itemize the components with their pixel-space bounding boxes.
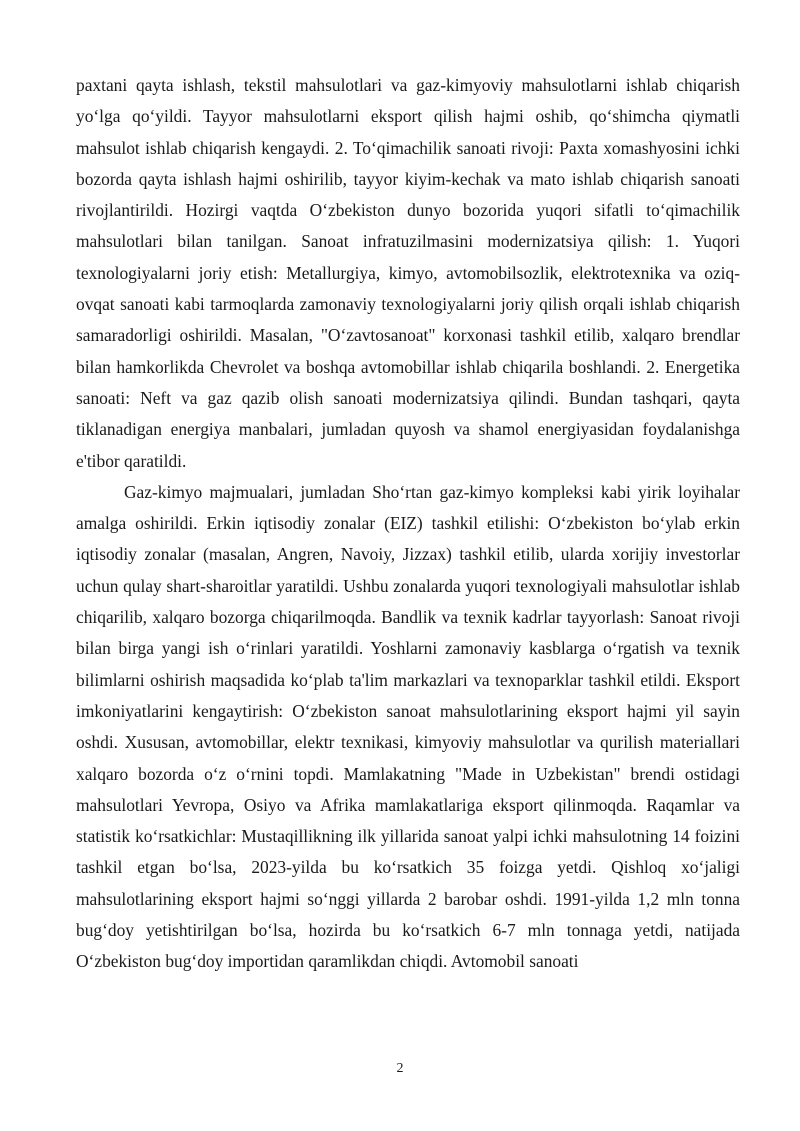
paragraph-gas-chemical: Gaz-kimyo majmualari, jumladan Sho‘rtan gaz-kimyo kompleksi kabi yirik loyihalar amalga oshirildi. Erkin iqtisodiy zonalar (EIZ) tashkil etilishi: O‘zbekiston bo‘ylab erkin iqtisodiy zonalar (masalan, Angren, Navoiy, Jizzax) tashkil etilib, ularda xorijiy investorlar uchun qulay shart-sharoitlar yaratildi. Ushbu zonalarda yuqori texnologiyali mahsulotlar ishlab chiqarilib, xalqaro bozorga chiqarilmoqda. Bandlik va texnik kadrlar tayyorlash: Sanoat rivoji bilan birga yangi ish o‘rinlari yaratildi. Yoshlarni zamonaviy kasblarga o‘rgatish va texnik bilimlarni oshirish maqsadida ko‘plab ta'lim markazlari va texnoparklar tashkil etildi. Eksport imkoniyatlarini kengaytirish: O‘zbekiston sanoat mahsulotlarining eksport hajmi yil sayin oshdi. Xususan, avtomobillar, elektr texnikasi, kimyoviy mahsulotlar va qurilish materiallari xalqaro bozorda o‘z o‘rnini topdi. Mamlakatning "Made in Uzbekistan" brendi ostidagi mahsulotlari Yevropa, Osiyo va Afrika mamlakatlariga eksport qilinmoqda. Raqamlar va statistik ko‘rsatkichlar: Mustaqillikning ilk yillarida sanoat yalpi ichki mahsulotning 14 foizini tashkil etgan bo‘lsa, 2023-yilda bu ko‘rsatkich 35 foizga yetdi. Qishloq xo‘jaligi mahsulotlarining eksport hajmi so‘nggi yillarda 2 barobar oshdi. 1991-yilda 1,2 mln tonna bug‘doy yetishtirilgan bo‘lsa, hozirda bu ko‘rsatkich 6-7 mln tonnaga yetdi, natijada O‘zbekiston bug‘doy importidan qaramlikdan chiqdi. Avtomobil sanoati [76,481,740,972]
paragraph-continuation: paxtani qayta ishlash, tekstil mahsulotlari va gaz-kimyoviy mahsulotlarni ishlab chiqarish yo‘lga qo‘yildi. Tayyor mahsulotlarni eksport qilish hajmi oshib, qo‘shimcha qiymatli mahsulot ishlab chiqarish kengaydi. 2. To‘qimachilik sanoati rivoji: Paxta xomashyosini ichki bozorda qayta ishlash hajmi oshirilib, tayyor kiyim-kechak va mato ishlab chiqarish sanoati rivojlantirildi. Hozirgi vaqtda O‘zbekiston dunyo bozorida yuqori sifatli to‘qimachilik mahsulotlari bilan tanilgan. Sanoat infratuzilmasini modernizatsiya qilish: 1. Yuqori texnologiyalarni joriy etish: Metallurgiya, kimyo, avtomobilsozlik, elektrotexnika va oziq-ovqat sanoati kabi tarmoqlarda zamonaviy texnologiyalarni joriy qilish orqali ishlab chiqarish samaradorligi oshirildi. Masalan, "O‘zavtosanoat" korxonasi tashkil etilib, xalqaro brendlar bilan hamkorlikda Chevrolet va boshqa avtomobillar ishlab chiqarila boshlandi. 2. Energetika sanoati: Neft va gaz qazib olish sanoati modernizatsiya qilindi. Bundan tashqari, qayta tiklanadigan energiya manbalari, jumladan quyosh va shamol energiyasidan foydalanishga e'tibor qaratildi. [76,75,740,471]
document-page [76,70,740,978]
page-number: 2 [396,1061,404,1076]
